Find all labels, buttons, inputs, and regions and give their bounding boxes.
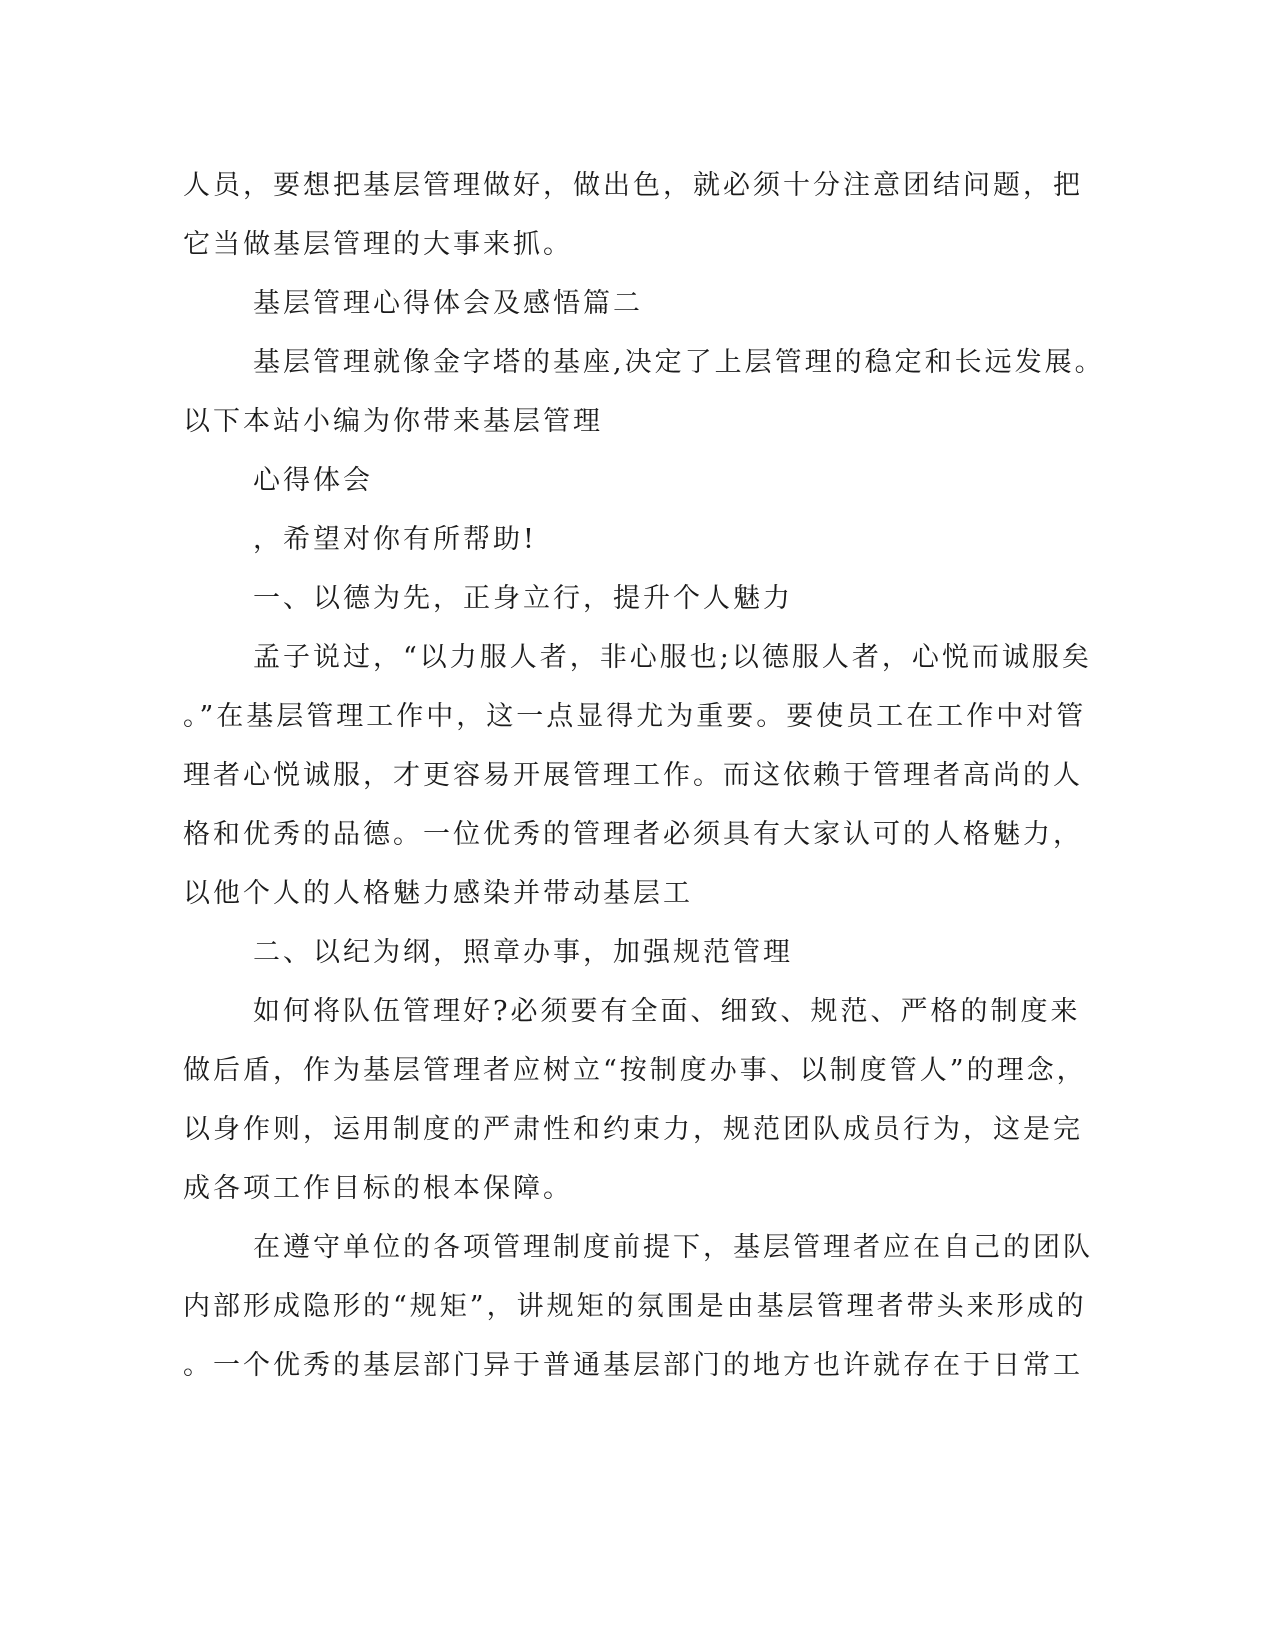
section-heading: 基层管理心得体会及感悟篇二 <box>253 288 643 319</box>
text-line: 以身作则，运用制度的严肃性和约束力，规范团队成员行为，这是完 <box>183 1114 1083 1145</box>
text-line: 在遵守单位的各项管理制度前提下，基层管理者应在自己的团队 <box>253 1232 1093 1263</box>
text-line: 它当做基层管理的大事来抓。 <box>183 229 573 260</box>
text-line: 理者心悦诚服，才更容易开展管理工作。而这依赖于管理者高尚的人 <box>183 760 1083 791</box>
text-line: 格和优秀的品德。一位优秀的管理者必须具有大家认可的人格魅力， <box>183 819 1083 850</box>
text-line: 以下本站小编为你带来基层管理 <box>183 406 603 437</box>
text-line: 内部形成隐形的“规矩”，讲规矩的氛围是由基层管理者带头来形成的 <box>183 1291 1087 1322</box>
text-line: 人员，要想把基层管理做好，做出色，就必须十分注意团结问题，把 <box>183 170 1083 201</box>
text-line: 。一个优秀的基层部门异于普通基层部门的地方也许就存在于日常工 <box>183 1350 1083 1381</box>
text-line: 以他个人的人格魅力感染并带动基层工 <box>183 878 693 909</box>
text-line: 孟子说过，“以力服人者，非心服也;以德服人者，心悦而诚服矣 <box>253 642 1092 673</box>
text-line: 如何将队伍管理好?必须要有全面、细致、规范、严格的制度来 <box>253 996 1081 1027</box>
text-line: 成各项工作目标的根本保障。 <box>183 1173 573 1204</box>
text-line: 。”在基层管理工作中，这一点显得尤为重要。要使员工在工作中对管 <box>183 701 1087 732</box>
document-body <box>183 156 1105 1395</box>
text-line: 基层管理就像金字塔的基座,决定了上层管理的稳定和长远发展。 <box>253 347 1105 378</box>
subsection-heading: 二、以纪为纲，照章办事，加强规范管理 <box>253 937 793 968</box>
text-line: 心得体会 <box>253 465 373 496</box>
text-line: ，希望对你有所帮助! <box>253 524 537 555</box>
text-line: 做后盾，作为基层管理者应树立“按制度办事、以制度管人”的理念， <box>183 1055 1087 1086</box>
subsection-heading: 一、以德为先，正身立行，提升个人魅力 <box>253 583 793 614</box>
